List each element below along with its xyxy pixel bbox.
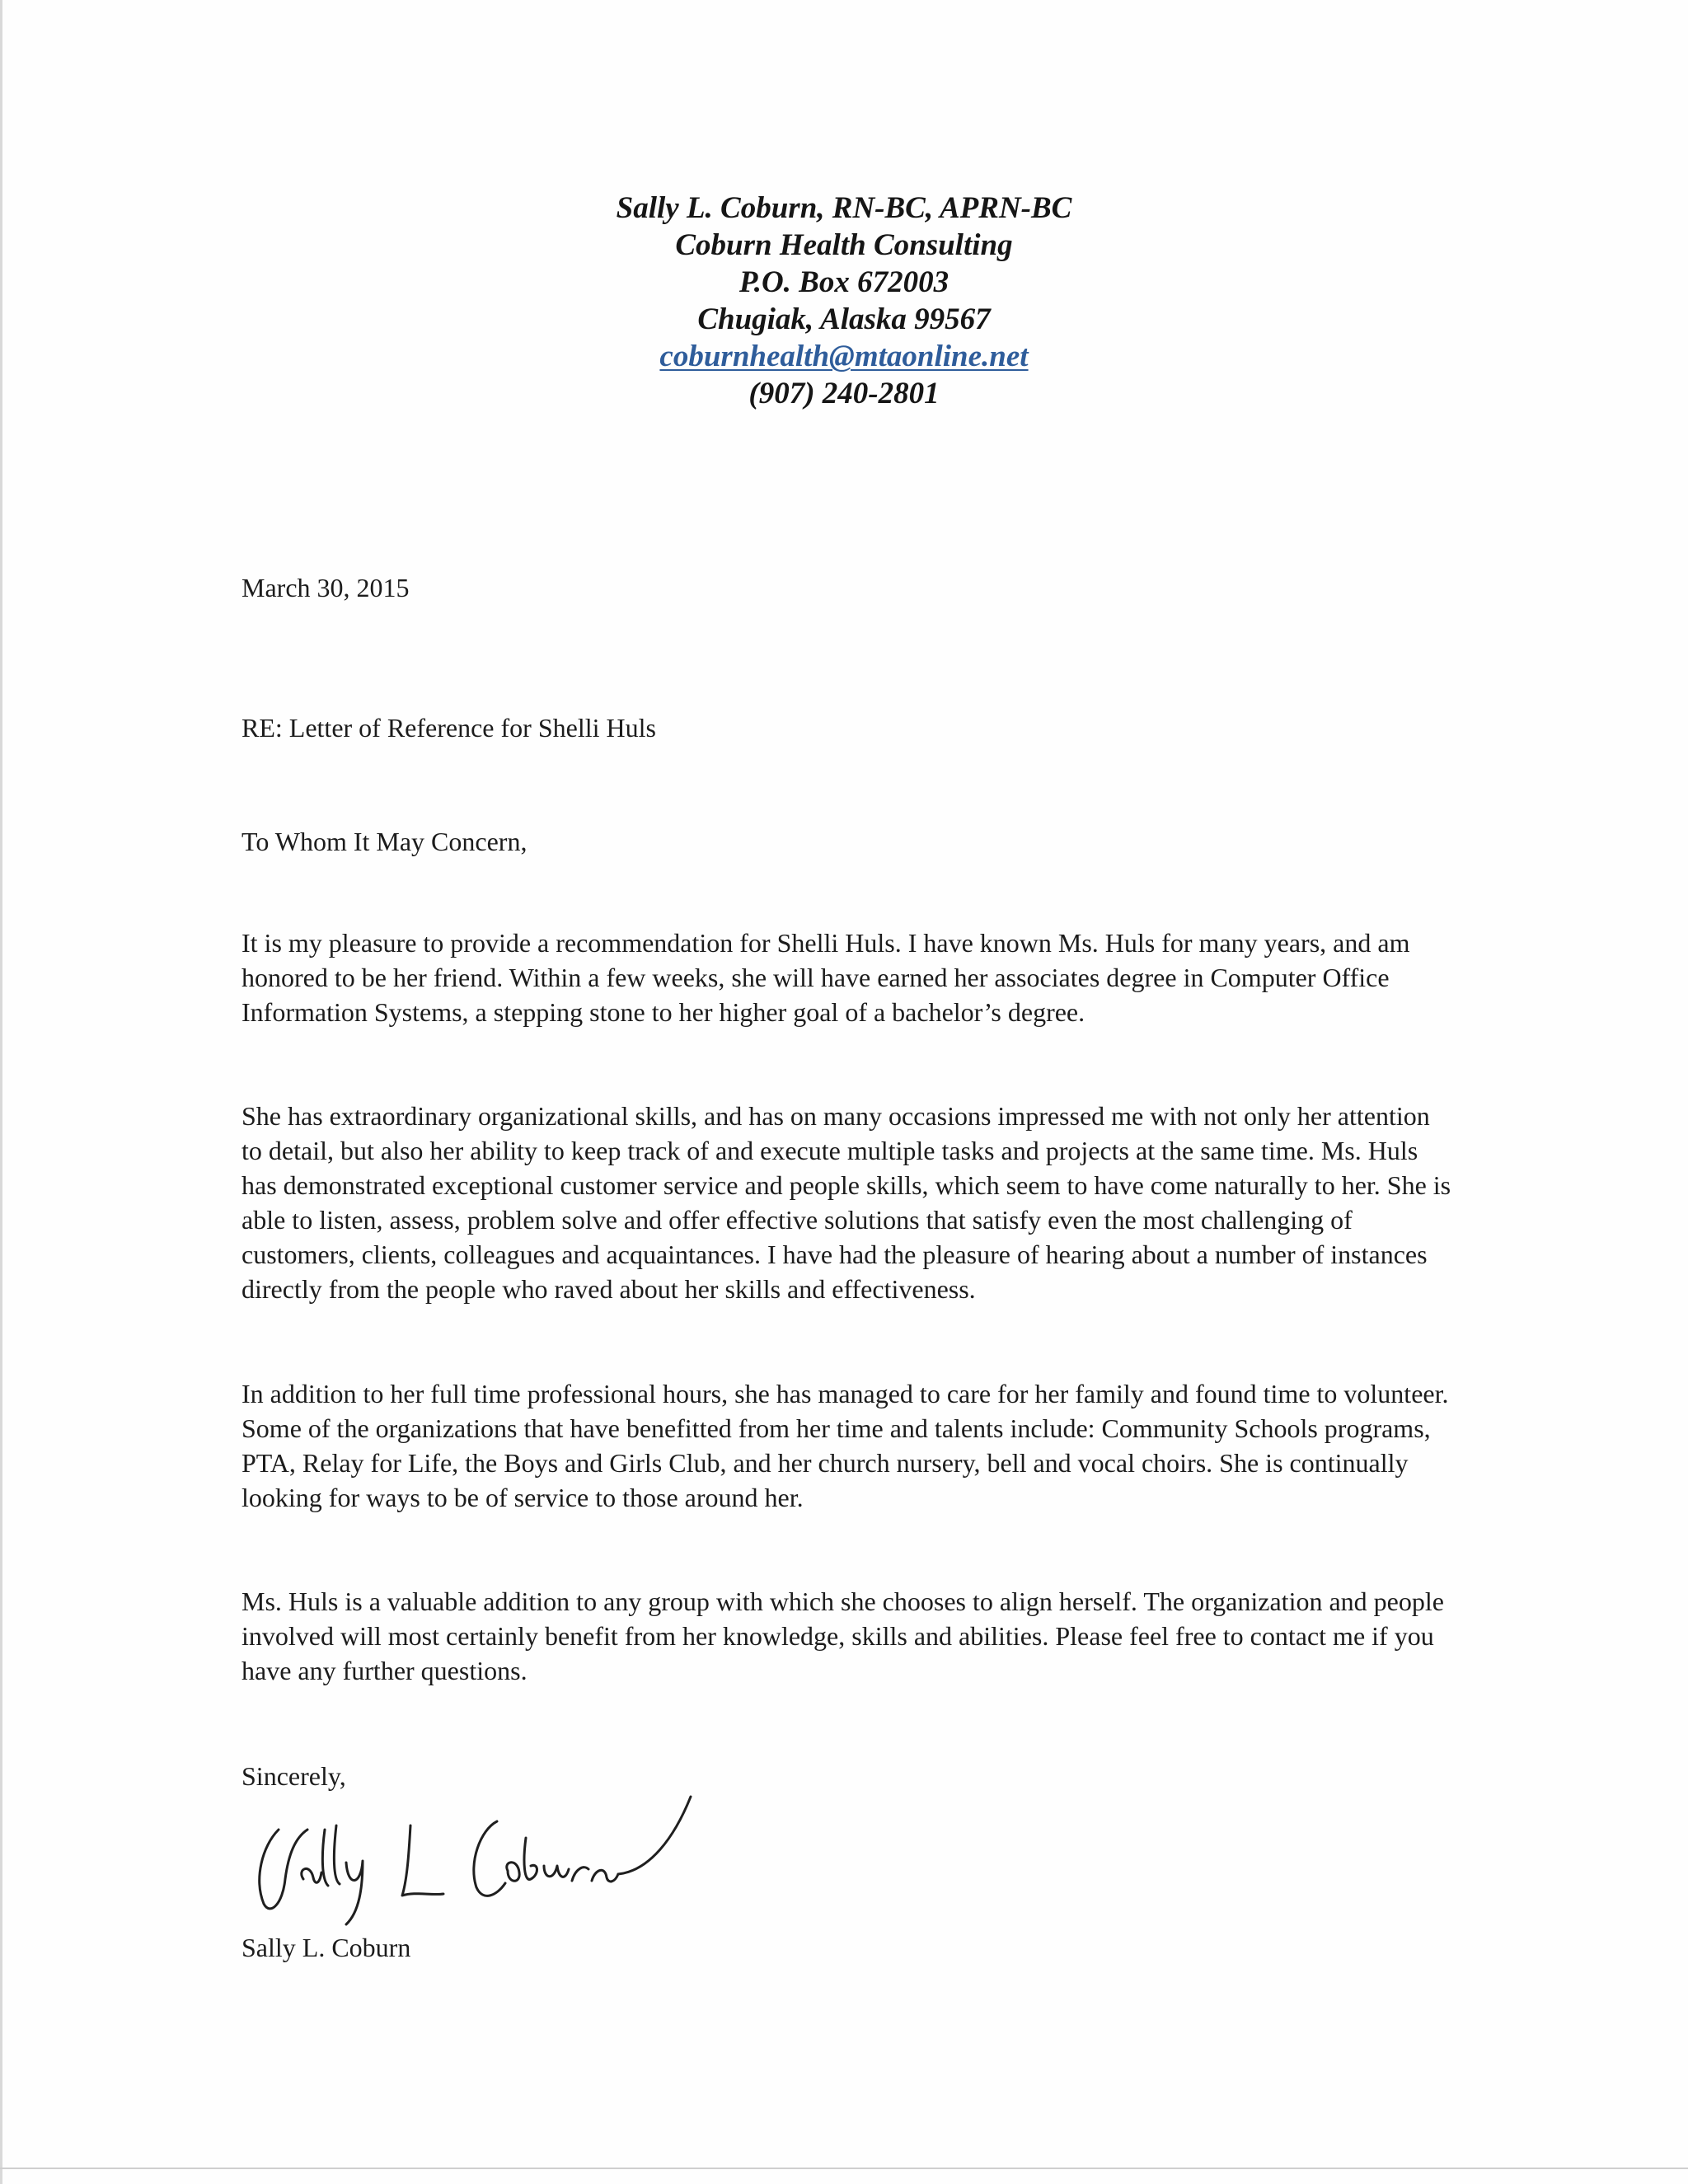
- sender-email-link[interactable]: coburnhealth@mtaonline.net: [659, 340, 1029, 373]
- letter-paragraph-2: She has extraordinary organizational skills, and has on many occasions impressed me with not only her attention to detail, but also her ability to keep track of and execute multiple tasks and projects at the same time. Ms. Huls has demonstrated exceptional customer service and people skills, which seem to have come naturally to her. She is able to listen, assess, problem solve and offer effective solutions that satisfy even the most challenging of customers, clients, colleagues and acquaintances. I have had the pleasure of hearing about a number of instances directly from the people who raved about her skills and effectiveness.: [241, 1101, 1451, 1304]
- sender-company: Coburn Health Consulting: [675, 228, 1013, 262]
- letter-closing: Sincerely,: [241, 1761, 346, 1791]
- sender-city-state-zip: Chugiak, Alaska 99567: [697, 302, 991, 336]
- handwritten-signature: [246, 1780, 707, 1929]
- scan-edge-bottom: [0, 2168, 1688, 2169]
- letter-paragraph-4: Ms. Huls is a valuable addition to any group with which she chooses to align herself. The organization and people involved will most certainly benefit from her knowledge, skills and abilities. Please feel free to contact me if you have any further questions.: [241, 1586, 1444, 1685]
- sender-phone: (907) 240-2801: [748, 377, 940, 410]
- letter-subject: RE: Letter of Reference for Shelli Huls: [241, 713, 656, 743]
- letter-paragraph-1: It is my pleasure to provide a recommendation for Shelli Huls. I have known Ms. Huls for many years, and am honored to be her friend. Within a few weeks, she will have earned her associates degree in Computer Office Information Systems, a stepping stone to her higher goal of a bachelor’s degree.: [241, 928, 1410, 1027]
- signer-name: Sally L. Coburn: [241, 1933, 411, 1962]
- letter-date: March 30, 2015: [241, 573, 410, 602]
- sender-po-box: P.O. Box 672003: [738, 265, 950, 299]
- letterhead: [0, 190, 1688, 412]
- sender-name-line: Sally L. Coburn, RN-BC, APRN-BC: [616, 191, 1072, 225]
- letter-salutation: To Whom It May Concern,: [241, 827, 528, 856]
- letter-paragraph-3: In addition to her full time professional hours, she has managed to care for her family and found time to volunteer. Some of the organizations that have benefitted from her time and talents include: Community Schools programs, PTA, Relay for Life, the Boys and Girls Club, and her church nursery, bell and vocal choirs. She is continually looking for ways to be of service to those around her.: [241, 1379, 1449, 1512]
